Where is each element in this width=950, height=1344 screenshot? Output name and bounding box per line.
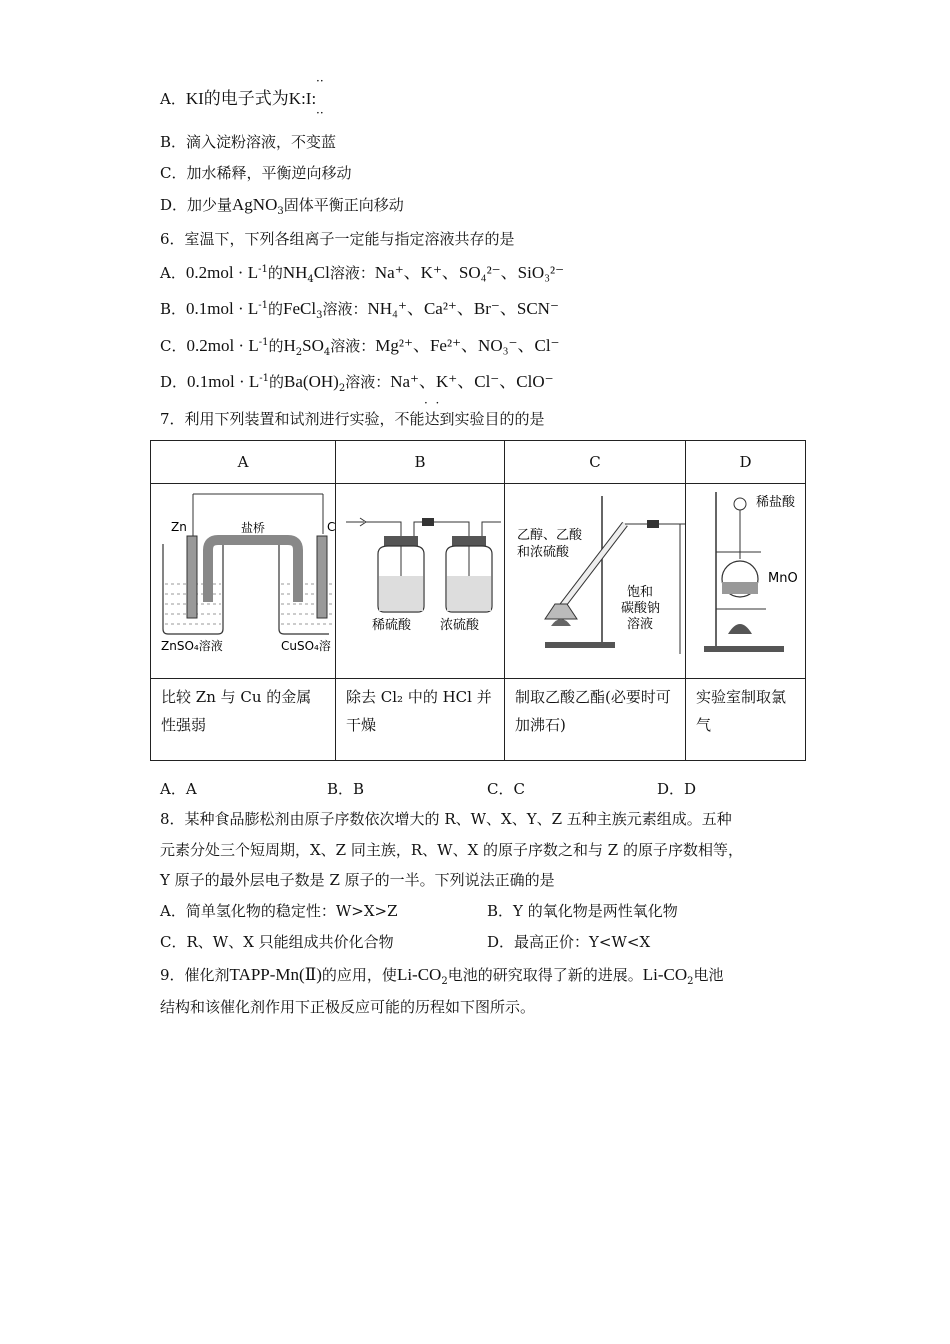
hcl-label: 稀盐酸 <box>756 495 796 510</box>
cu-label: C <box>327 520 335 534</box>
concentration: 0.2mol · L <box>185 263 259 282</box>
text: 9．催化剂 <box>160 966 230 984</box>
q8-option-d: D．最高正价：Y<W<X <box>487 933 651 951</box>
znso4-label: ZnSO₄溶液 <box>161 639 223 653</box>
option-label: A． <box>160 90 186 108</box>
q9-stem-line1 <box>160 964 724 986</box>
sodium-carbonate-label: 碳酸钠 <box>621 601 661 616</box>
battery-name: Li-CO <box>642 965 688 984</box>
subscript: 2 <box>338 383 346 394</box>
concentration: 0.1mol · L <box>186 299 259 318</box>
header-cell-d: D <box>686 441 806 484</box>
dilute-acid-label: 稀硫酸 <box>372 618 412 633</box>
mno2-label: MnO <box>768 571 798 586</box>
text: 的 <box>269 373 285 391</box>
description-row <box>151 679 806 761</box>
q5-option-a <box>160 88 316 110</box>
solute: FeCl <box>283 299 317 318</box>
header-cell-c: C <box>505 441 686 484</box>
subscript: 4 <box>307 274 314 285</box>
desc-a: 比较 Zn 与 Cu 的金属性强弱 <box>151 679 336 761</box>
desc-b: 除去 Cl₂ 中的 HCl 并干燥 <box>336 679 505 761</box>
q7-stem: 7．利用下列装置和试剂进行实验，不能达到实验目的的是 <box>160 410 545 428</box>
apparatus-row <box>151 484 806 679</box>
option-label: B． <box>160 300 187 318</box>
q9-stem-line2: 结构和该催化剂作用下正极反应可能的历程如下图所示。 <box>160 998 536 1016</box>
subscript: 3 <box>277 206 284 217</box>
solute: SO <box>302 336 324 355</box>
experiment-table <box>150 440 806 761</box>
text: 的 <box>268 337 284 355</box>
ion-list: Na⁺、K⁺、Cl⁻、ClO⁻ <box>390 372 554 391</box>
galvanic-cell-diagram <box>151 484 335 674</box>
q8-option-a: A．简单氢化物的稳定性：W>X>Z <box>160 902 398 920</box>
subscript: 2 <box>687 976 694 987</box>
answer-d: D．D <box>657 780 697 798</box>
desc-c: 制取乙酸乙酯(必要时可加沸石) <box>505 679 686 761</box>
subscript: 3 <box>316 310 323 321</box>
superscript: -1 <box>259 373 270 384</box>
chlorine-prep-diagram <box>686 484 805 674</box>
q8-stem-line2: 元素分处三个短周期，X、Z 同主族，R、W、X 的原子序数之和与 Z 的原子序数相等， <box>160 841 743 859</box>
saturated-label: 饱和 <box>627 585 654 600</box>
text: 的 <box>268 300 284 318</box>
answer-a: A．A <box>160 780 197 798</box>
option-label: A． <box>160 264 186 282</box>
solute: NH <box>282 263 308 282</box>
subscript: 2 <box>295 347 303 358</box>
concentration: 0.2mol · L <box>186 336 259 355</box>
cuso4-label: CuSO₄溶 <box>281 639 331 653</box>
ion-list: Na⁺、K⁺、SO₄²⁻、SiO₃²⁻ <box>374 263 565 282</box>
apparatus-d <box>686 484 806 679</box>
q7-answer-options <box>160 778 760 800</box>
q5-option-c: C．加水稀释，平衡逆向移动 <box>160 164 352 182</box>
battery-name: Li-CO <box>396 965 442 984</box>
answer-c: C．C <box>487 780 525 798</box>
ion-list: NH₄⁺、Ca²⁺、Br⁻、SCN⁻ <box>367 299 559 318</box>
option-label: D． <box>160 373 188 391</box>
q6-stem: 6．室温下，下列各组离子一定能与指定溶液共存的是 <box>160 230 515 248</box>
text: 电池的研究取得了新的进展。 <box>447 966 643 984</box>
text: 的 <box>267 264 283 282</box>
text: 电池 <box>693 966 724 984</box>
text: 溶液： <box>329 264 375 282</box>
superscript: -1 <box>258 300 269 311</box>
zn-label: Zn <box>171 520 187 534</box>
catalyst-name: TAPP-Mn(Ⅱ) <box>229 965 322 984</box>
salt-bridge-label: 盐桥 <box>241 521 266 535</box>
solution-label: 溶液 <box>627 617 654 632</box>
subscript: 2 <box>441 976 448 987</box>
electron-dots-bottom: ·· <box>316 106 324 120</box>
conc-acid-label: 浓硫酸 <box>440 618 480 633</box>
text: 溶液： <box>322 300 368 318</box>
electron-dots-top: ·· <box>316 74 324 88</box>
answer-b: B．B <box>327 780 365 798</box>
q6-option-a <box>160 262 564 284</box>
solute: Cl <box>313 263 330 282</box>
q8-stem-line3: Y 原子的最外层电子数是 Z 原子的一半。下列说法正确的是 <box>160 871 555 889</box>
q8-option-c: C．R、W、X 只能组成共价化合物 <box>160 933 394 951</box>
apparatus-b <box>336 484 505 679</box>
option-text: KI的电子式为K <box>185 89 302 108</box>
electron-formula: :I: <box>301 89 317 108</box>
q6-option-c <box>160 335 560 357</box>
chem-formula: AgNO <box>232 195 278 214</box>
table-header-row <box>151 441 806 484</box>
option-text: D．加少量 <box>160 196 233 214</box>
apparatus-a <box>151 484 336 679</box>
superscript: -1 <box>258 337 269 348</box>
desc-d: 实验室制取氯气 <box>686 679 806 761</box>
option-text: 固体平衡正向移动 <box>283 196 404 214</box>
header-cell-a: A <box>151 441 336 484</box>
q8-stem-line1: 8．某种食品膨松剂由原子序数依次增大的 R、W、X、Y、Z 五种主族元素组成。五种 <box>160 810 732 828</box>
ion-list: Mg²⁺、Fe²⁺、NO₃⁻、Cl⁻ <box>375 336 560 355</box>
q5-option-b: B．滴入淀粉溶液，不变蓝 <box>160 133 337 151</box>
text: 溶液： <box>345 373 391 391</box>
text: 溶液： <box>330 337 376 355</box>
apparatus-c <box>505 484 686 679</box>
text: 的应用，使 <box>321 966 397 984</box>
emphasis-dots: · · <box>424 396 440 410</box>
header-cell-b: B <box>336 441 505 484</box>
superscript: -1 <box>258 264 268 275</box>
gas-wash-bottles-diagram <box>336 484 504 674</box>
reagent-label-2: 和浓硫酸 <box>517 545 570 560</box>
solute: H <box>283 336 296 355</box>
q6-option-d <box>160 371 554 393</box>
q8-option-b: B．Y 的氧化物是两性氧化物 <box>487 902 678 920</box>
subscript: 4 <box>323 347 331 358</box>
reagent-label-1: 乙醇、乙酸 <box>517 528 583 543</box>
solute: Ba(OH) <box>284 372 339 391</box>
concentration: 0.1mol · L <box>187 372 260 391</box>
option-label: C． <box>160 337 187 355</box>
q6-option-b <box>160 298 559 320</box>
q5-option-d <box>160 194 404 216</box>
ester-prep-diagram <box>505 484 685 674</box>
